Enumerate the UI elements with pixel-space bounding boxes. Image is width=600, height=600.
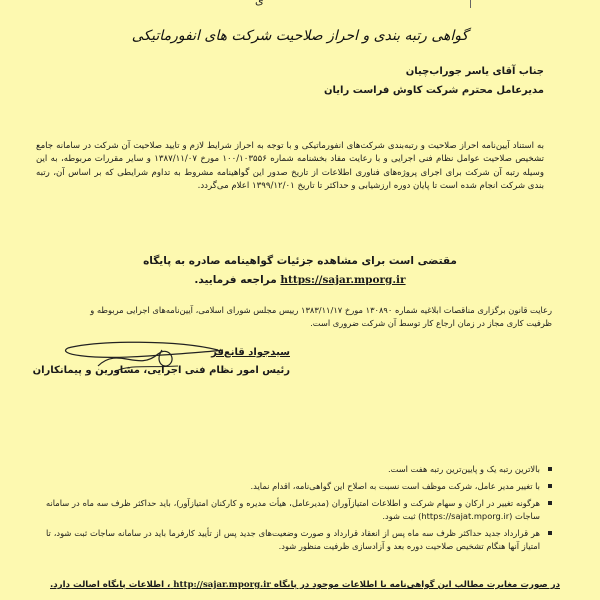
- sajar-http-link[interactable]: http://sajar.mporg.ir: [173, 580, 271, 590]
- bullet-icon: [548, 531, 552, 535]
- discrepancy-prefix: در صورت مغایرت مطالب این گواهی‌نامه با اطلاعات موجود در پایگاه: [273, 580, 560, 590]
- notice-line-1: مقتضی است برای مشاهده جزئیات گواهینامه صادره به پایگاه: [143, 255, 457, 267]
- bullet-icon: [548, 467, 552, 471]
- signature-block: [33, 344, 290, 380]
- notice-block: [0, 252, 600, 290]
- list-item: هر قرارداد جدید حداکثر ظرف سه ماه پس از انعقاد قرارداد و صورت وضعیت‌های جدید پس از تأیید کارفرما باید در سامانه ساجات ثبت شود، تا امتیاز آنها هنگام تشخیص صلاحیت دوره بعد و آزادسازی ظرفیت منظور شود.: [46, 527, 554, 553]
- certificate-body-paragraph: به استناد آیین‌نامه احراز صلاحیت و رتبه‌بندی شرکت‌های انفورماتیکی و با توجه به احراز شرایط لازم و تایید صلاحیت آن شرکت در سامانه جامع تشخیص صلاحیت عوامل نظام فنی اجرایی و با رعایت مفاد بخشنامه شماره ۱۰۰/۱۰۳۵۵۶ مورخ ۱۳۸۷/۱۱/۰۷ و سایر مقررات مربوطه، به این وسیله رتبه آن شرکت برای اجرای پروژه‌های فناوری اطلاعات از تاریخ صدور این گواهینامه مشروط به تداوم شرایطی که بر اساس آن، رتبه بندی شرکت انجام شده است تا پایان دوره ارزشیابی و حداکثر تا تاریخ ۱۳۹۹/۱۲/۰۱ اعلام می‌گردد.: [36, 141, 544, 192]
- notes-list: [46, 463, 554, 557]
- bullet-icon: [548, 501, 552, 505]
- certificate-title: گواهی رتبه بندی و احراز صلاحیت شرکت های انفورماتیکی: [131, 28, 469, 44]
- notice-line-2: [0, 271, 600, 290]
- discrepancy-notice: [40, 580, 560, 590]
- list-item: با تغییر مدیر عامل، شرکت موظف است نسبت به اصلاح این گواهی‌نامه، اقدام نماید.: [46, 480, 554, 493]
- signatory-position: رئیس امور نظام فنی اجرایی، مشاورین و پیمانکاران: [32, 365, 290, 376]
- bullet-icon: [548, 484, 552, 488]
- sajar-link[interactable]: https://sajar.mporg.ir: [280, 274, 406, 286]
- signatory-name: سیدجواد قانع‌فر: [211, 347, 290, 358]
- recipient-position: مدیرعامل محترم شرکت کاوش فراست رایان: [324, 85, 544, 96]
- list-item: بالاترین رتبه یک و پایین‌ترین رتبه هفت است.: [46, 463, 554, 476]
- list-item: هرگونه تغییر در ارکان و سهام شرکت و اطلاعات امتیازآوران (مدیرعامل، هیأت مدیره و کارکنان امتیازآور)، باید حداکثر ظرف سه ماه در سامانه ساجات (https://sajat.mporg.ir) ثبت شود.: [46, 497, 554, 523]
- recipient-block: [324, 62, 544, 100]
- discrepancy-suffix: ، اطلاعات پایگاه اصالت دارد.: [50, 580, 171, 590]
- recipient-name: جناب آقای یاسر جوراب‌چیان: [405, 66, 544, 77]
- top-cropped-text: ی: [255, 0, 264, 7]
- top-mark: [470, 0, 471, 8]
- law-compliance-paragraph: رعایت قانون برگزاری مناقصات ابلاغیه شماره ۱۳۰۸۹۰ مورخ ۱۳۸۳/۱۱/۱۷ رییس مجلس شورای اسلامی، آیین‌نامه‌های اجرایی مربوطه و ظرفیت کاری مجاز در زمان ارجاع کار توسط آن شرکت ضروری است.: [90, 305, 552, 328]
- notice-suffix: مراجعه فرمایید.: [194, 274, 277, 286]
